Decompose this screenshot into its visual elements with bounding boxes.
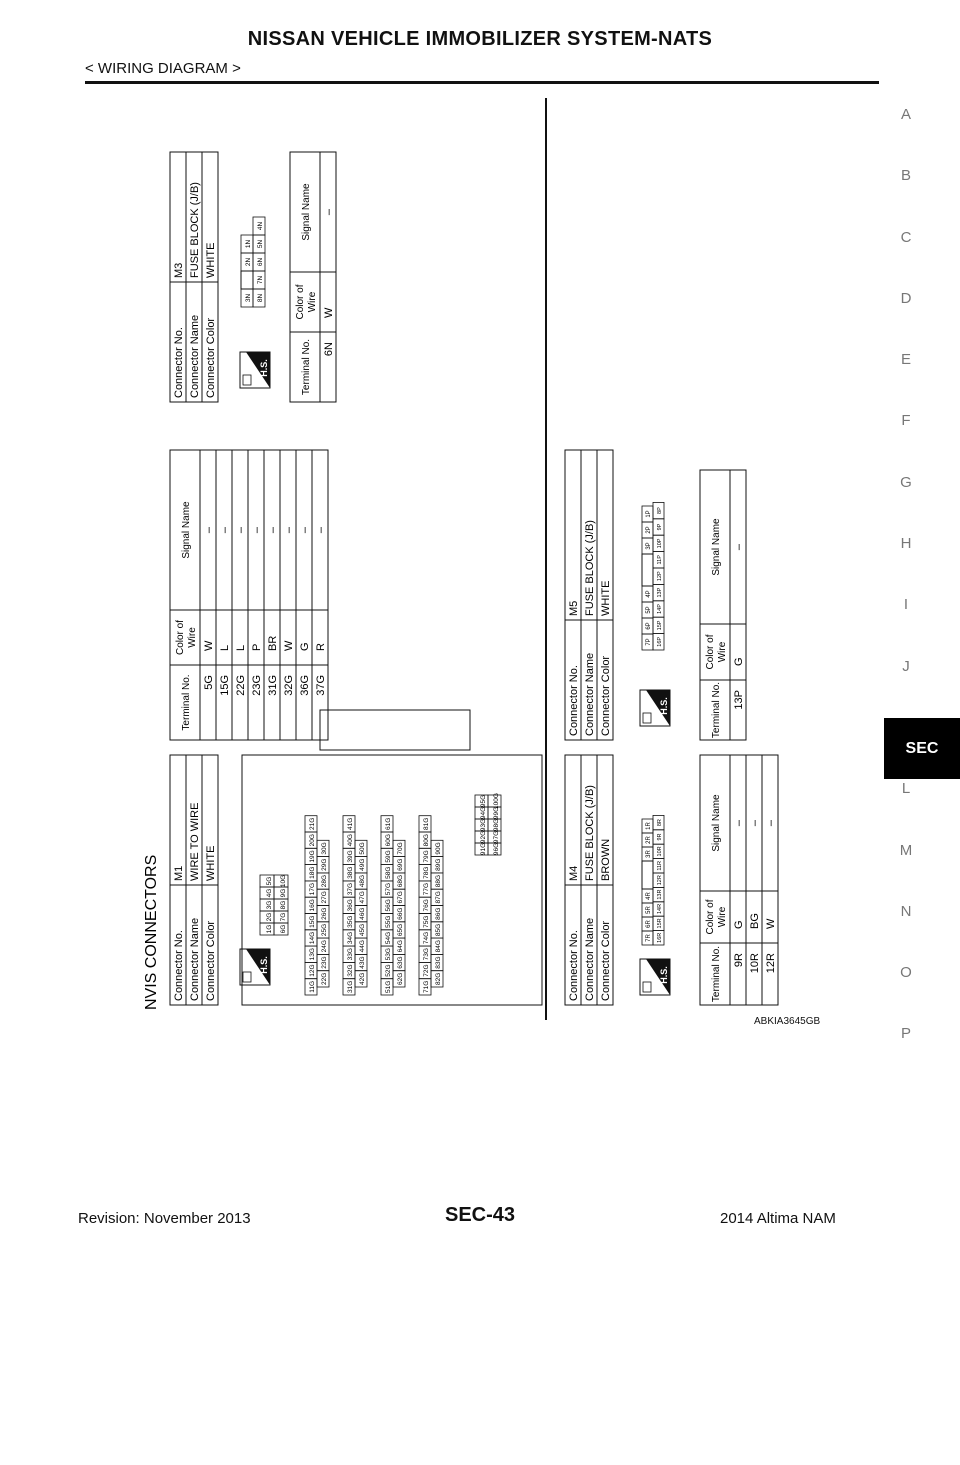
- section-title-frame: [143, 855, 160, 1010]
- m1-row-2-pin-label: 35G: [347, 915, 354, 928]
- m3-connector-no-label: Connector No.: [173, 327, 185, 398]
- m1-connector-name-value: WIRE TO WIRE: [189, 802, 201, 881]
- m5-connector-name-label: Connector Name: [584, 652, 596, 736]
- m5-top-a-pin-label: 6P: [646, 622, 652, 630]
- m5-top-a-pin-label: 4P: [646, 590, 652, 598]
- m1-row-2-pin-label: 36G: [347, 899, 354, 912]
- m5-color-header: Color of: [705, 634, 716, 670]
- m1-row-7-pin-label: 85G: [435, 923, 442, 937]
- m3-connector-no-value: M3: [173, 262, 185, 278]
- m5-top-a-pin-label: 7P: [646, 638, 652, 646]
- m5-bot-pin-label: 8P: [657, 507, 663, 514]
- m1-signal: –: [203, 526, 215, 534]
- m5-bot-pin-label: 12P: [657, 571, 663, 582]
- m4-wire-color: W: [765, 918, 777, 929]
- m1-row-4-pin-label: 51G: [385, 980, 392, 993]
- m1-signal: –: [235, 526, 247, 534]
- m1-row-4-pin-label: 60G: [385, 834, 392, 847]
- m4-connector-color-value: BROWN: [600, 838, 612, 881]
- m3-top-a-pin-label: 3N: [245, 293, 252, 303]
- section-index-a: A: [900, 106, 911, 123]
- m1-connector-latch: [320, 710, 470, 750]
- m1-last-top-pin-label: 95G: [480, 794, 487, 808]
- m5-bot-pin-label: 11P: [657, 555, 663, 565]
- m1-row-0-pin-label: 11G: [309, 980, 316, 993]
- m1-row-4-pin-label: 59G: [385, 850, 392, 863]
- m1-terminal-frame: [170, 450, 328, 740]
- m1-row-5-pin-label: 66G: [397, 907, 404, 920]
- m4-color-header: Color of: [705, 899, 716, 935]
- m1-row-7-pin-label: 83G: [435, 956, 442, 969]
- m1-row-2-pin-label: 34G: [347, 931, 354, 945]
- m1-row-4-pin-label: 52G: [385, 964, 392, 977]
- m1-row-6-pin-label: 76G: [423, 899, 430, 912]
- m1-small-top-pin-label: 5G: [266, 876, 273, 886]
- m4-top-a-pin-label: 5R: [646, 906, 652, 914]
- m1-row-0-pin-label: 21G: [309, 817, 316, 830]
- m3-top-b-pin-label: 1N: [245, 239, 252, 249]
- m1-connector-color-value: WHITE: [205, 845, 217, 881]
- m1-small-bot-pin-label: 6G: [280, 924, 287, 934]
- m4-bot-pin-label: 10R: [657, 846, 663, 857]
- m1-row-3-pin-label: 43G: [359, 956, 366, 969]
- m1-row-3-pin-label: 45G: [359, 923, 366, 937]
- section-index-l: L: [901, 780, 911, 798]
- m1-row-7-pin-label: 82G: [435, 972, 442, 985]
- m1-row-6-pin-label: 75G: [423, 915, 430, 928]
- section-index-e: E: [900, 351, 911, 369]
- m4-terminal-frame: [700, 755, 778, 1005]
- m4-key: [642, 861, 653, 889]
- m3-bot-pin-label: 4N: [257, 221, 264, 231]
- m1-terminal: 23G: [251, 675, 263, 696]
- m1-row-6-pin-label: 77G: [423, 882, 430, 896]
- m1-row-3-pin-label: 48G: [359, 874, 366, 888]
- m1-row-1-pin-label: 23G: [321, 956, 328, 969]
- m1-row-1-pin-label: 27G: [321, 891, 328, 904]
- m4-terminal: 9R: [733, 953, 745, 968]
- section-index-n: N: [900, 902, 912, 920]
- m1-last-bot-pin-label: 98G: [493, 818, 500, 832]
- m1-row-7-pin-label: 86G: [435, 907, 442, 920]
- m4-wire-color: BG: [749, 913, 761, 929]
- footer-page-number: SEC-43: [444, 1204, 516, 1226]
- m1-row-4-pin-label: 55G: [385, 915, 392, 928]
- m1-signal: –: [299, 526, 311, 534]
- m1-row-2-pin-label: 40G: [347, 834, 354, 847]
- m1-row-4-pin-label: 54G: [385, 931, 392, 945]
- m4-terminal: 10R: [749, 953, 761, 974]
- m1-row-2-pin-label: 41G: [347, 817, 354, 830]
- m5-bot-pin-label: 13P: [657, 587, 663, 598]
- m3-connector-name-label: Connector Name: [189, 314, 201, 398]
- m4-signal: –: [733, 819, 745, 827]
- m1-row-6-pin-label: 73G: [423, 948, 430, 961]
- m1-signal: –: [219, 526, 231, 534]
- m1-row-4-pin-label: 56G: [385, 899, 392, 912]
- m1-wire-color: BR: [267, 635, 279, 651]
- m1-row-6-pin-label: 71G: [423, 980, 430, 993]
- m4-connector-no-label: Connector No.: [568, 930, 580, 1001]
- m1-row-5-pin-label: 69G: [397, 858, 404, 871]
- m1-last-top-pin-label: 93G: [480, 818, 487, 832]
- m1-row-5-pin-label: 63G: [397, 956, 404, 969]
- m1-row-5-pin-label: 64G: [397, 940, 404, 953]
- m1-terminal: 5G: [203, 675, 215, 690]
- m1-frame: [170, 710, 542, 1005]
- m1-row-1-pin-label: 25G: [321, 923, 328, 937]
- m5-top-a-pin-label: 5P: [646, 606, 652, 614]
- m1-terminal: 22G: [235, 675, 247, 696]
- m1-row-0-pin-label: 20G: [309, 834, 316, 847]
- m1-row-0-pin-label: 18G: [309, 866, 316, 879]
- m3-bot-pin-label: 5N: [257, 239, 264, 249]
- m1-last-bot-pin-label: 100G: [493, 793, 500, 809]
- m1-row-3-pin-label: 42G: [359, 972, 366, 985]
- m1-color-header: Wire: [187, 627, 198, 648]
- m4-top-a-pin-label: 6R: [646, 920, 652, 928]
- m1-connector-color-label: Connector Color: [205, 920, 217, 1001]
- m1-signal: –: [267, 526, 279, 534]
- m5-bot-pin-label: 14P: [657, 604, 663, 614]
- m1-row-3-pin-label: 50G: [359, 842, 366, 855]
- m5-connector-name-value: FUSE BLOCK (J/B): [584, 520, 596, 616]
- m5-bot-pin-label: 16P: [657, 636, 663, 647]
- m1-signal-header: Signal Name: [181, 501, 192, 559]
- m4-color-header: Wire: [717, 906, 728, 928]
- m5-key: [642, 554, 653, 586]
- section-index-c: C: [900, 228, 912, 246]
- m1-row-0-pin-label: 16G: [309, 899, 316, 912]
- section-index-h: H: [900, 535, 912, 553]
- m3-wire-color: W: [323, 307, 335, 318]
- m1-row-3-pin-label: 44G: [359, 940, 366, 953]
- m1-row-1-pin-label: 29G: [321, 858, 328, 871]
- m1-row-5-pin-label: 65G: [397, 923, 404, 937]
- m3-bot-pin-label: 8N: [257, 293, 264, 303]
- section-index-m: M: [899, 841, 913, 859]
- top-connectors-group: [143, 152, 542, 1010]
- m1-row-2-pin-label: 38G: [347, 866, 354, 879]
- m3-top-b-pin-label: 2N: [245, 257, 252, 267]
- m4-connector-name-value: FUSE BLOCK (J/B): [584, 785, 596, 881]
- drawing-code: ABKIA3645GB: [754, 1016, 821, 1027]
- m1-small-bot-pin-label: 10G: [280, 874, 287, 888]
- m5-terminal-frame: [700, 470, 746, 740]
- m4-bot-pin-label: 14R: [657, 903, 663, 915]
- m3-connector-name-value: FUSE BLOCK (J/B): [189, 182, 201, 278]
- m3-color-header: Color of: [295, 284, 306, 320]
- m1-last-bot-pin-label: 99G: [493, 806, 500, 820]
- m1-small-bot-pin-label: 7G: [280, 912, 287, 922]
- m1-small-top-pin-label: 4G: [266, 888, 273, 898]
- m1-row-3-pin-label: 47G: [359, 891, 366, 904]
- m1-row-1-pin-label: 26G: [321, 907, 328, 920]
- m5-color-header: Wire: [717, 641, 728, 663]
- m1-row-0-pin-label: 17G: [309, 882, 316, 896]
- section-index-p: P: [900, 1025, 911, 1043]
- m1-terminal: 15G: [219, 675, 231, 696]
- m1-row-5-pin-label: 70G: [397, 842, 404, 855]
- m1-signal: –: [283, 526, 295, 534]
- m1-last-top-pin-label: 92G: [480, 830, 487, 844]
- m4-signal-header: Signal Name: [711, 794, 722, 852]
- footer-revision: Revision: November 2013: [78, 1210, 251, 1227]
- page-subtitle: < WIRING DIAGRAM >: [85, 60, 241, 77]
- m4-connector-color-label: Connector Color: [600, 920, 612, 1001]
- m4-frame: [565, 755, 670, 1005]
- m1-row-2-pin-label: 32G: [347, 964, 354, 977]
- m4-signal: –: [765, 819, 777, 827]
- m5-top-b-pin-label: 1P: [646, 510, 652, 518]
- m1-row-0-pin-label: 19G: [309, 850, 316, 863]
- section-index-o: O: [900, 964, 912, 982]
- m1-row-6-pin-label: 80G: [423, 834, 430, 847]
- bottom-connectors-group: [565, 450, 778, 1005]
- m1-row-6-pin-label: 79G: [423, 850, 430, 863]
- m5-frame: [565, 450, 670, 740]
- m3-frame: [170, 152, 270, 402]
- m1-row-7-pin-label: 89G: [435, 858, 442, 871]
- m3-terminal-frame: [290, 152, 336, 402]
- m4-hs-label: H.S.: [659, 966, 669, 984]
- m1-signal: –: [251, 526, 263, 534]
- m4-bot-pin-label: 12R: [657, 875, 663, 886]
- m4-connector-name-label: Connector Name: [584, 917, 596, 1001]
- m1-row-0-pin-label: 13G: [309, 948, 316, 961]
- m1-row-1-pin-label: 30G: [321, 842, 328, 855]
- m5-connector-color-value: WHITE: [600, 580, 612, 616]
- m5-signal: –: [733, 543, 745, 551]
- section-index-f: F: [901, 412, 911, 430]
- m1-row-5-pin-label: 68G: [397, 874, 404, 888]
- m5-top-b-pin-label: 2P: [646, 526, 652, 534]
- m3-bot-pin-label: 7N: [257, 275, 264, 285]
- m3-connector-color-value: WHITE: [205, 242, 217, 278]
- m1-row-2-pin-label: 39G: [347, 850, 354, 863]
- m1-small-bot-pin-label: 8G: [280, 900, 287, 910]
- m4-connector-no-value: M4: [568, 865, 580, 881]
- m4-bot-pin-label: 11R: [657, 860, 663, 871]
- section-title: NVIS CONNECTORS: [143, 854, 160, 1010]
- m1-row-2-pin-label: 31G: [347, 980, 354, 993]
- m5-connector-color-label: Connector Color: [600, 655, 612, 736]
- m1-terminal: 31G: [267, 675, 279, 696]
- m3-terminal-no-header: Terminal No.: [301, 338, 312, 396]
- m5-top-b-pin-label: 3P: [646, 542, 652, 550]
- m1-color-header: Color of: [175, 619, 186, 656]
- m5-bot-pin-label: 15P: [657, 620, 663, 631]
- m1-row-7-pin-label: 84G: [435, 940, 442, 953]
- m4-bot-pin-label: 15R: [657, 918, 663, 929]
- m1-last-top-pin-label: 91G: [480, 842, 487, 856]
- section-index-g: G: [900, 473, 912, 491]
- m1-wire-color: L: [235, 644, 247, 651]
- m5-signal-header: Signal Name: [711, 518, 722, 576]
- m4-bot-pin-label: 16R: [657, 932, 663, 943]
- m3-key: [241, 271, 253, 289]
- m1-terminal: 36G: [299, 675, 311, 696]
- m4-signal: –: [749, 819, 761, 827]
- m4-wire-color: G: [733, 920, 745, 929]
- m3-signal-header: Signal Name: [301, 183, 312, 241]
- m3-terminal-table: [290, 152, 336, 402]
- m1-connector-no-label: Connector No.: [173, 930, 185, 1001]
- m4-top-a-pin-label: 7R: [646, 934, 652, 942]
- m1-wire-color: W: [203, 640, 215, 651]
- m1-wire-color: L: [219, 644, 231, 651]
- m1-connector-name-label: Connector Name: [189, 917, 201, 1001]
- m1-terminal: 37G: [315, 675, 327, 696]
- m1-row-0-pin-label: 15G: [309, 915, 316, 928]
- m1-terminal-no-header: Terminal No.: [181, 674, 192, 731]
- m5-bot-pin-label: 9P: [657, 523, 663, 531]
- m1-row-7-pin-label: 87G: [435, 891, 442, 904]
- m1-wire-color: R: [315, 643, 327, 651]
- m3-bot-pin-label: 6N: [257, 257, 264, 267]
- m1-small-bot-pin-label: 9G: [280, 888, 287, 898]
- m5-terminal-no-header: Terminal No.: [711, 681, 722, 739]
- m1-row-6-pin-label: 74G: [423, 931, 430, 945]
- m1-hs-label: H.S.: [259, 956, 269, 974]
- m1-row-6-pin-label: 78G: [423, 866, 430, 879]
- m5-bot-pin-label: 10P: [657, 538, 663, 549]
- m1-row-2-pin-label: 33G: [347, 948, 354, 961]
- m3-color-header: Wire: [307, 291, 318, 313]
- m4-top-b-pin-label: 3R: [646, 850, 652, 858]
- m5-connector-no-label: Connector No.: [568, 665, 580, 736]
- m1-wire-color: P: [251, 643, 263, 651]
- m1-row-0-pin-label: 12G: [309, 964, 316, 977]
- m3-hs-label: H.S.: [259, 359, 269, 377]
- m1-last-bot-pin-label: 96G: [493, 842, 500, 856]
- m3-terminal: 6N: [323, 342, 335, 357]
- m5-terminal: 13P: [733, 690, 745, 710]
- m4-top-b-pin-label: 2R: [646, 836, 652, 844]
- m1-terminal: 32G: [283, 675, 295, 696]
- m1-row-4-pin-label: 57G: [385, 882, 392, 896]
- m1-connector-no-value: M1: [173, 865, 185, 881]
- section-index-sec: SEC: [884, 718, 960, 779]
- m4-top-a-pin-label: 4R: [646, 892, 652, 900]
- m1-row-0-pin-label: 14G: [309, 931, 316, 945]
- m4-terminal: 12R: [765, 953, 777, 974]
- m1-row-3-pin-label: 46G: [359, 907, 366, 920]
- m1-row-1-pin-label: 28G: [321, 874, 328, 888]
- m4-bot-pin-label: 9R: [657, 833, 663, 841]
- m1-row-4-pin-label: 58G: [385, 866, 392, 879]
- section-index-b: B: [900, 167, 911, 185]
- m1-last-bot-pin-label: 97G: [493, 830, 500, 844]
- m1-row-3-pin-label: 49G: [359, 858, 366, 871]
- m1-row-5-pin-label: 67G: [397, 891, 404, 904]
- m4-bot-pin-label: 13R: [657, 889, 663, 900]
- m1-row-6-pin-label: 72G: [423, 964, 430, 977]
- m1-small-top-pin-label: 2G: [266, 912, 273, 922]
- m1-row-6-pin-label: 81G: [423, 817, 430, 830]
- m1-small-top-pin-label: 1G: [266, 924, 273, 934]
- m1-row-7-pin-label: 88G: [435, 874, 442, 888]
- m1-row-1-pin-label: 24G: [321, 940, 328, 953]
- section-index-d: D: [900, 289, 912, 307]
- m1-connector-body: [242, 755, 542, 1005]
- m1-row-7-pin-label: 90G: [435, 842, 442, 855]
- m5-connector-no-value: M5: [568, 600, 580, 616]
- m5-wire-color: G: [733, 657, 745, 666]
- section-index-j: J: [902, 657, 910, 675]
- footer-model: 2014 Altima NAM: [720, 1210, 836, 1227]
- m1-signal: –: [315, 526, 327, 534]
- m4-bot-pin-label: 8R: [657, 819, 663, 827]
- m1-row-4-pin-label: 53G: [385, 948, 392, 961]
- m1-small-top-pin-label: 3G: [266, 900, 273, 910]
- m4-top-b-pin-label: 1R: [646, 822, 652, 830]
- m4-terminal-no-header: Terminal No.: [711, 945, 722, 1003]
- m3-signal: –: [323, 208, 335, 216]
- m1-row-1-pin-label: 22G: [321, 972, 328, 985]
- m1-row-5-pin-label: 62G: [397, 972, 404, 985]
- page-title: NISSAN VEHICLE IMMOBILIZER SYSTEM-NATS: [247, 28, 713, 50]
- m1-row-4-pin-label: 61G: [385, 817, 392, 830]
- m1-wire-color: G: [299, 642, 311, 651]
- m3-connector-color-label: Connector Color: [205, 317, 217, 398]
- m1-last-top-pin-label: 94G: [480, 806, 487, 820]
- m1-wire-color: W: [283, 640, 295, 651]
- m1-row-2-pin-label: 37G: [347, 882, 354, 896]
- m5-hs-label: H.S.: [659, 697, 669, 715]
- section-index-i: I: [903, 596, 909, 614]
